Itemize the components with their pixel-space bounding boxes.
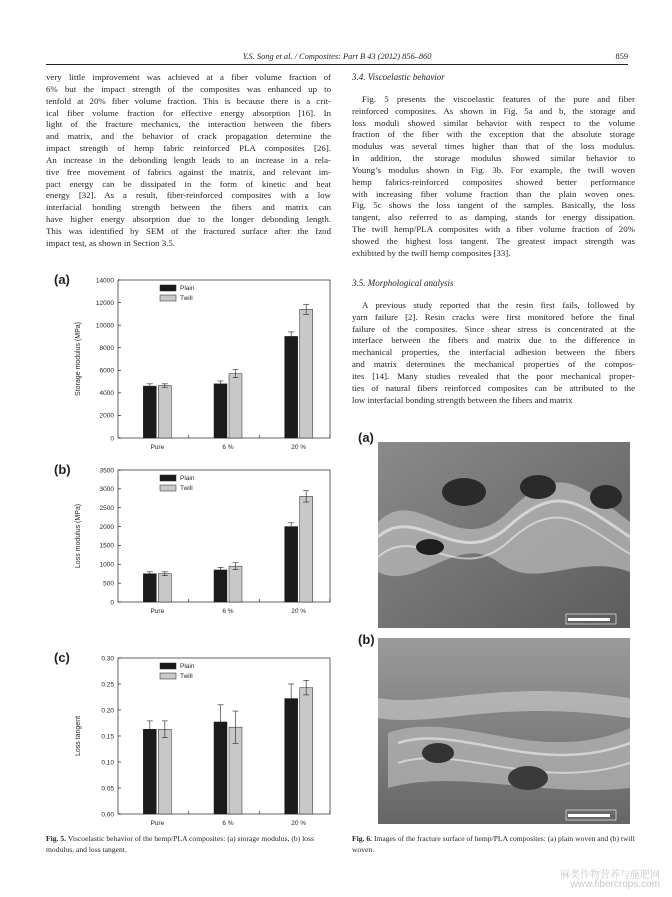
text-line: tenfold at 20% fiber volume fraction. This is because there is a crit- [46,95,331,106]
legend-label: Plain [180,285,195,292]
text-line: tive free movement of fabrics against the matrix, and relevant im- [46,166,331,177]
scale-bar-label: 200 um [596,617,610,622]
y-tick-label: 12000 [95,299,114,307]
fig6-caption [352,834,638,855]
text-line: and matrix, and the behavior of crack propagation determine the [46,131,331,142]
bar-plain [143,729,156,814]
y-tick-label: 2000 [99,412,114,420]
bar-twill [300,496,313,602]
x-tick-label: 20 % [291,820,307,827]
y-tick-label: 0.25 [101,681,114,689]
y-tick-label: 2500 [99,505,114,513]
y-tick-label: 4000 [99,390,114,398]
text-line: hemp fabrics-reinforced composites showed better performance [352,176,635,187]
text-line: tangent, also referred to as damping, stands for energy dissipation. [352,212,635,223]
legend-swatch [160,285,176,291]
y-tick-label: 500 [103,580,114,588]
text-line: A previous study reported that the resin first fails, followed by [362,299,635,310]
sem-texture-icon [378,638,630,824]
text-line: modulus was several times higher than that of the loss modulus. [352,141,635,152]
text-line: impact test, as shown in Section 3.5. [46,237,175,248]
text-line: with increasing fiber volume fraction than the plain woven ones. [352,188,635,199]
sem-image-plain [378,442,630,628]
bar-plain [285,336,298,438]
caption-label: Fig. 6. [352,834,373,843]
bar-plain [285,527,298,602]
legend-label: Twill [180,295,193,302]
caption-text: Viscoelastic behavior of the hemp/PLA composites: (a) storage modulus, (b) loss modulus, and loss tangent. [46,834,314,854]
legend-swatch [160,295,176,301]
y-tick-label: 0.20 [101,707,114,715]
y-tick-label: 0.10 [101,759,114,767]
text-line: have higher energy absorption due to the longer debonding length. [46,214,331,225]
caption-label: Fig. 5. [46,834,67,843]
y-tick-label: 6000 [99,367,114,375]
x-tick-label: Pure [150,608,165,615]
text-line: 6% but the impact strength of the composites was enhanced up to [46,83,331,94]
text-line: showed the highest loss tangent. The greatest impact strength was [352,235,635,246]
text-line: The twill hemp/PLA composites with a fiber volume fraction of 20% [352,224,635,235]
legend-label: Twill [180,485,193,492]
legend-swatch [160,475,176,481]
bar-twill [229,374,242,438]
text-line: and matrix determines the mechanical properties of the compos- [352,359,635,370]
caption-text: Images of the fracture surface of hemp/PLA composites: (a) plain woven and (b) twill woven. [352,834,635,854]
x-tick-label: Pure [150,444,165,451]
legend-swatch [160,663,176,669]
y-tick-label: 8000 [99,345,114,353]
text-line: light of the fracture mechanics, the interaction between the fibers [46,119,331,130]
legend-swatch [160,673,176,679]
page-number: 859 [615,52,628,61]
x-tick-label: 20 % [291,608,307,615]
x-tick-label: 6 % [222,608,234,615]
header-rule [46,64,628,65]
sem-texture-icon [378,442,630,628]
bar-twill [158,574,171,602]
section-3-4 [352,72,635,260]
text-line: mechanical properties, the interfacial adhesion between the fibers [352,347,635,358]
text-line: loss moduli showed similar behavior with respect to the volume [352,117,635,128]
y-tick-label: 3000 [99,486,114,494]
text-line: Young’s modulus shown in Fig. 3b. For example, the twill woven [352,164,635,175]
left-column-text [46,72,331,250]
text-line: fraction of the fiber with the exception that the absolute storage [352,129,635,140]
legend-label: Twill [180,673,193,680]
fig6-panel-a-letter: (a) [358,430,374,445]
text-line: ites [14]. Many studies revealed that the poor mechanical proper- [352,370,635,381]
text-line: reinforced composites. As shown in Fig. 5a and b, the storage and [352,105,635,116]
text-line: very little improvement was achieved at a fiber volume fraction of [46,72,331,82]
y-tick-label: 0 [110,599,114,607]
bar-twill [300,688,313,814]
x-tick-label: 6 % [222,820,234,827]
text-line: interfacial bonding strength between the fibers and matrix can [46,202,331,213]
bar-plain [143,386,156,438]
y-axis-label: Loss tangent [75,715,82,757]
bar-plain [143,574,156,602]
text-line: interface between the fibers and matrix due to the difference in [352,335,635,346]
watermark-line2: www.fibercrops.com [570,879,660,890]
y-tick-label: 3500 [99,467,114,475]
text-line: pact energy can be dissipated in the form of kinetic and heat [46,178,331,189]
running-header [46,50,628,64]
fig5-charts [46,272,336,832]
y-tick-label: 10000 [95,322,114,330]
y-tick-label: 2000 [99,523,114,531]
y-axis-label: Storage modulus (MPa) [75,322,82,396]
text-line: An increase in the debonding length leads to an increase in a rela- [46,154,331,165]
bar-twill [158,386,171,438]
section-3-5-body [352,300,635,407]
text-line: exhibited by the twill hemp composites [33]. [352,247,511,258]
x-tick-label: 6 % [222,444,234,451]
bar-plain [285,699,298,814]
y-tick-label: 0.30 [101,655,114,663]
y-tick-label: 0 [110,435,114,443]
text-line: Fig. 5 presents the viscoelastic features of the pure and fiber [362,93,635,104]
bar-plain [214,384,227,438]
section-3-5 [352,278,635,406]
text-line: low interfacial bonding strength between the fibers and matrix [352,394,573,405]
running-title: Y.S. Song et al. / Composites: Part B 43 (2012) 856–860 [242,52,432,61]
text-line: Fig. 5c shows the loss tangent of the samples. Basically, the loss [352,200,635,211]
text-line: In addition, the storage modulus showed similar behavior to [352,153,635,164]
bar-twill [300,309,313,438]
section-heading: 3.4. Viscoelastic behavior [352,72,445,82]
x-tick-label: 20 % [291,444,307,451]
y-tick-label: 1500 [99,542,114,550]
text-line: impact strength of hemp fabric reinforced PLA composites [26]. [46,143,331,154]
text-line: yarn failure [2]. Resin cracks were first monitored before the final [352,311,635,322]
text-line: ties of natural fibers reinforced composites can be attributed to the [352,382,635,393]
legend-label: Plain [180,663,195,670]
watermark-line1: 麻类作物营养与施肥网 [560,870,660,881]
text-line: This was identified by SEM of the fractured surface after the Izod [46,225,331,236]
text-line: ical fiber volume fraction for effective energy absorption [16]. In [46,107,331,118]
panel-letter: (a) [54,272,70,287]
panel-letter: (c) [54,650,70,665]
bar-twill [229,566,242,602]
section-heading: 3.5. Morphological analysis [352,278,454,288]
text-line: energy [32]. As a result, fiber-reinforced composites with a low [46,190,331,201]
y-axis-label: Loss modulus (MPa) [75,503,82,569]
y-tick-label: 14000 [95,277,114,285]
text-line: failure of the composites. Since shear stress is concentrated at the [352,323,635,334]
legend-swatch [160,485,176,491]
scale-bar-label: 200 um [596,813,610,818]
panel-letter: (b) [54,462,71,477]
sem-image-twill [378,638,630,824]
fig6-panel-b-letter: (b) [358,632,375,647]
bar-twill [158,729,171,814]
fig5-caption [46,834,336,855]
y-tick-label: 0.00 [101,811,114,819]
section-3-4-body [352,94,635,260]
bar-plain [214,570,227,602]
legend-label: Plain [180,475,195,482]
x-tick-label: Pure [150,820,165,827]
y-tick-label: 0.05 [101,785,114,793]
y-tick-label: 0.15 [101,733,114,741]
y-tick-label: 1000 [99,561,114,569]
